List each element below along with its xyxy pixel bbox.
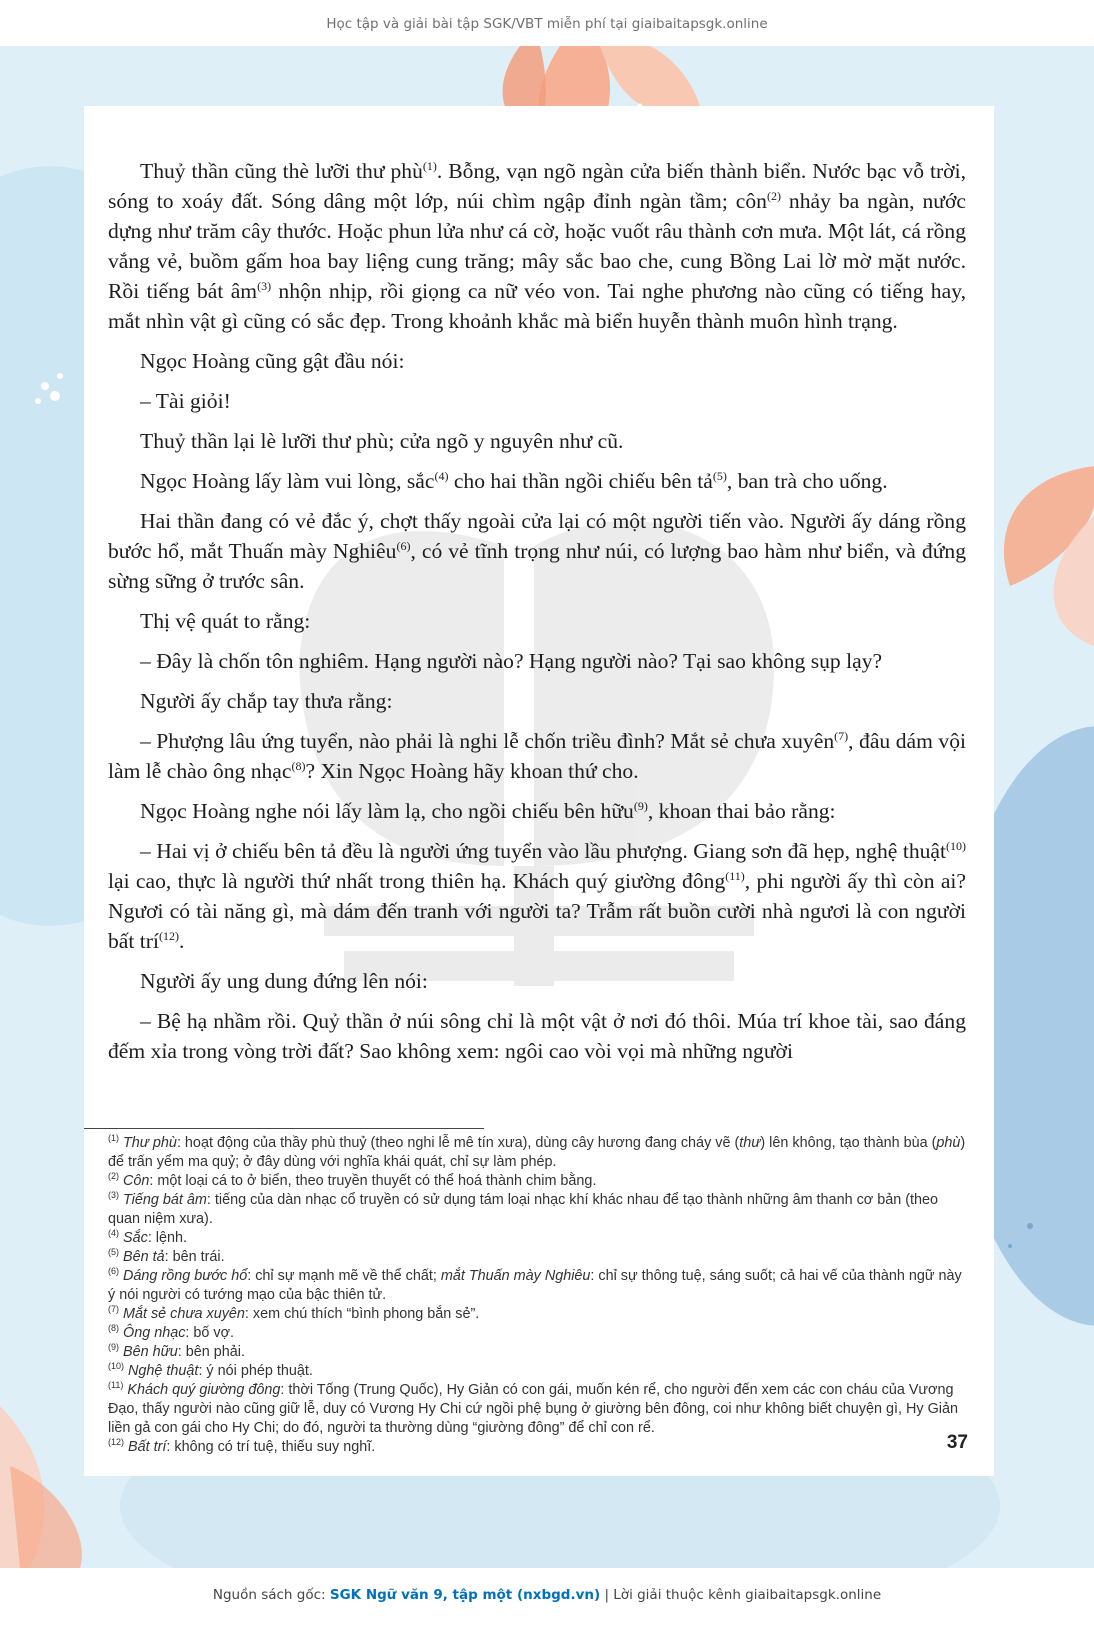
story-paragraph (108, 966, 966, 996)
text-run: ? Xin Ngọc Hoàng hãy khoan thứ cho. (305, 759, 639, 783)
footnote-term: mắt Thuấn mày Nghiêu (440, 1268, 591, 1284)
footnote-marker: (4) (108, 1228, 119, 1239)
story-paragraph (108, 836, 966, 956)
text-run: , phi người ấy thì còn ai? Ngươi có tài năng gì, mà dám đến tranh với người ta? Trẫm rất buồn cười nhà ngươi là con người bất trí (108, 869, 966, 953)
footnote-item (108, 1172, 966, 1191)
text-run: ) để trấn yểm ma quỷ; ở đây dùng với nghĩa khái quát, chỉ sự làm phép. (108, 1135, 966, 1170)
text-run: : bên phải. (177, 1344, 245, 1360)
footnote-item (108, 1381, 966, 1438)
text-run: Thuỷ thần lại lè lưỡi thư phù; cửa ngõ y nguyên như cũ. (140, 429, 624, 453)
footnote-item (108, 1229, 966, 1248)
footnotes (108, 1134, 966, 1457)
text-run: : hoạt động của thầy phù thuỷ (theo nghi lễ mê tín xưa), dùng cây hương đang cháy vẽ ( (176, 1135, 740, 1151)
text-run: nhộn nhịp, rồi giọng ca nữ véo von. Tai nghe phương nào cũng có tiếng hay, mắt nhìn vật gì cũng có sắc đẹp. Trong khoảnh khắc mà biển huyễn thành muôn hình trạng. (108, 279, 966, 333)
footnote-marker: (7) (108, 1304, 119, 1315)
text-run: : bố vợ. (185, 1325, 235, 1341)
text-run: Thị vệ quát to rằng: (140, 609, 311, 633)
top-banner-text: Học tập và giải bài tập SGK/VBT miễn phí tại giaibaitapsgk.online (326, 16, 768, 32)
footnote-item (108, 1248, 966, 1267)
story-paragraph (108, 426, 966, 456)
text-run: , có vẻ tĩnh trọng như núi, có lượng bao hàm như biển, và đứng sừng sững ở trước sân. (108, 539, 966, 593)
top-banner (0, 0, 1094, 46)
text-run: ) lên không, tạo thành bùa ( (760, 1135, 937, 1151)
text-run: – Bệ hạ nhầm rồi. Quỷ thần ở núi sông chỉ là một vật ở nơi đó thôi. Múa trí khoe tài, sao đáng đếm xỉa trong vòng trời đất? Sao không xem: ngôi cao vòi vọi mà những người (108, 1009, 966, 1063)
footnote-marker: (6) (108, 1266, 119, 1277)
text-run: . Bỗng, vạn ngõ ngàn cửa biến thành biển. Nước bạc vỗ trời, sóng to xoáy đất. Sóng dâng một lớp, núi chìm ngập đỉnh ngàn tầm; côn (108, 159, 966, 213)
footnote-marker: (9) (633, 798, 648, 813)
page-content (84, 106, 994, 1476)
text-run: Ngọc Hoàng lấy làm vui lòng, sắc (140, 469, 435, 493)
footnote-marker: (11) (108, 1380, 124, 1391)
story-paragraph (108, 506, 966, 596)
footnote-item (108, 1324, 966, 1343)
text-run: : ý nói phép thuật. (198, 1363, 313, 1379)
text-run: nhảy ba ngàn, nước dựng như trăm cây thước. Hoặc phun lửa như cá cờ, hoặc vuốt râu thành cơn mưa. Một lát, cá rồng vắng vẻ, buồm gấm hoa bay liệng cung trăng; mây sắc bao che, cung Bồng Lai lờ mờ mặt nước. Rồi tiếng bát âm (108, 189, 967, 303)
story-paragraph (108, 726, 966, 786)
text-run: , đâu dám vội làm lễ chào ông nhạc (108, 729, 966, 783)
story-text (108, 156, 966, 1076)
footnote-item (108, 1134, 966, 1172)
footnote-marker: (11) (725, 868, 745, 883)
footnote-marker: (1) (422, 158, 437, 173)
story-paragraph (108, 606, 966, 636)
text-run: : không có trí tuệ, thiếu suy nghĩ. (166, 1439, 376, 1455)
story-paragraph (108, 646, 966, 676)
story-paragraph (108, 1006, 966, 1066)
footnote-marker: (2) (108, 1171, 119, 1182)
footnote-marker: (1) (108, 1133, 119, 1144)
footnote-item (108, 1305, 966, 1324)
footnote-term: Bất trí (128, 1439, 167, 1455)
footnote-divider (84, 1128, 484, 1129)
footnote-marker: (10) (108, 1361, 125, 1372)
footnote-marker: (12) (108, 1437, 125, 1448)
footnote-term: phù (936, 1135, 961, 1151)
footnote-marker: (8) (108, 1323, 119, 1334)
text-run: : tiếng của dàn nhạc cổ truyền có sử dụng tám loại nhạc khí khác nhau để tạo thành những âm thanh cơ bản (theo quan niệm xưa). (108, 1192, 939, 1227)
story-paragraph (108, 686, 966, 716)
text-run: – Tài giỏi! (140, 389, 231, 413)
page-number: 37 (946, 1432, 968, 1453)
footnote-item (108, 1438, 966, 1457)
text-run: – Đây là chốn tôn nghiêm. Hạng người nào? Hạng người nào? Tại sao không sụp lạy? (140, 649, 883, 673)
footnote-marker: (7) (834, 728, 849, 743)
story-paragraph (108, 466, 966, 496)
footnote-term: Bên tả (123, 1249, 165, 1265)
story-paragraph (108, 796, 966, 826)
footnote-term: Dáng rồng bước hổ (123, 1268, 248, 1284)
text-run: : xem chú thích “bình phong bắn sẻ”. (244, 1306, 480, 1322)
footnote-marker: (5) (712, 468, 727, 483)
text-run: . (178, 929, 185, 953)
footnote-marker: (10) (946, 838, 966, 853)
footnote-marker: (5) (108, 1247, 119, 1258)
footnote-term: thư (739, 1135, 761, 1151)
text-run: Thuỷ thần cũng thè lưỡi thư phù (140, 159, 423, 183)
bottom-banner (0, 1568, 1094, 1626)
text-run: – Hai vị ở chiếu bên tả đều là người ứng tuyển vào lầu phượng. Giang sơn đã hẹp, nghệ thuật (140, 839, 946, 863)
footnote-term: Mắt sẻ chưa xuyên (123, 1306, 245, 1322)
footnote-term: Sắc (123, 1230, 148, 1246)
text-run: : bên trái. (164, 1249, 225, 1265)
text-run: Người ấy ung dung đứng lên nói: (140, 969, 428, 993)
text-run: : lệnh. (147, 1230, 188, 1246)
text-run: cho hai thần ngồi chiếu bên tả (448, 469, 713, 493)
source-link[interactable]: SGK Ngữ văn 9, tập một (nxbgd.vn) (329, 1587, 601, 1603)
text-run: , khoan thai bảo rằng: (647, 799, 836, 823)
footnote-item (108, 1267, 966, 1305)
footnote-marker: (9) (108, 1342, 119, 1353)
footnote-marker: (4) (434, 468, 449, 483)
text-run: Người ấy chắp tay thưa rằng: (140, 689, 393, 713)
footnote-marker: (6) (396, 538, 411, 553)
footnote-term: Khách quý giường đông (127, 1382, 281, 1398)
footnote-marker: (12) (158, 928, 179, 943)
text-run: lại cao, thực là người thứ nhất trong thiên hạ. Khách quý giường đông (108, 869, 726, 893)
text-run: Ngọc Hoàng cũng gật đầu nói: (140, 349, 405, 373)
text-run: : một loại cá to ở biển, theo truyền thuyết có thể hoá thành chim bằng. (149, 1173, 597, 1189)
footnote-marker: (8) (291, 758, 306, 773)
story-paragraph (108, 386, 966, 416)
footer-suffix: | Lời giải thuộc kênh giaibaitapsgk.online (600, 1587, 882, 1603)
story-paragraph (108, 156, 966, 336)
story-paragraph (108, 346, 966, 376)
footnote-marker: (3) (108, 1190, 119, 1201)
footnote-term: Thư phù (123, 1135, 177, 1151)
footnote-marker: (2) (766, 188, 781, 203)
text-run: – Phượng lâu ứng tuyển, nào phải là nghi lễ chốn triều đình? Mắt sẻ chưa xuyên (140, 729, 835, 753)
footer-prefix: Nguồn sách gốc: (212, 1587, 330, 1603)
footnote-item (108, 1362, 966, 1381)
text-run: : thời Tống (Trung Quốc), Hy Giản có con gái, muốn kén rể, cho người đến xem các con cháu của Vương Đạo, thấy người nào cũng giữ lễ, duy có Vương Hy Chi cứ ngồi phệ bụng ở giường bên đông, coi như không biết chuyện gì, Hy Giản liền gả con gái cho Hy Chi; do đó, người ta thường dùng “giường đông” để chỉ con rể. (108, 1382, 958, 1436)
text-run: Ngọc Hoàng nghe nói lấy làm lạ, cho ngồi chiếu bên hữu (140, 799, 634, 823)
footnote-term: Tiếng bát âm (123, 1192, 207, 1208)
footnote-term: Côn (123, 1173, 150, 1189)
text-run: : chỉ sự mạnh mẽ về thể chất; (247, 1268, 441, 1284)
footnote-term: Bên hữu (123, 1344, 178, 1360)
text-run: : chỉ sự thông tuệ, sáng suốt; cả hai vế của thành ngữ này ý nói người có tướng mạo của bậc thiên tử. (108, 1268, 962, 1303)
footnote-marker: (3) (257, 278, 272, 293)
text-run: , ban trà cho uống. (726, 469, 888, 493)
footnote-term: Nghệ thuật (128, 1363, 199, 1379)
text-run: Hai thần đang có vẻ đắc ý, chợt thấy ngoài cửa lại có một người tiến vào. Người ấy dáng rồng bước hổ, mắt Thuấn mày Nghiêu (108, 509, 966, 563)
footnote-term: Ông nhạc (123, 1325, 186, 1341)
footnote-item (108, 1343, 966, 1362)
footnote-item (108, 1191, 966, 1229)
